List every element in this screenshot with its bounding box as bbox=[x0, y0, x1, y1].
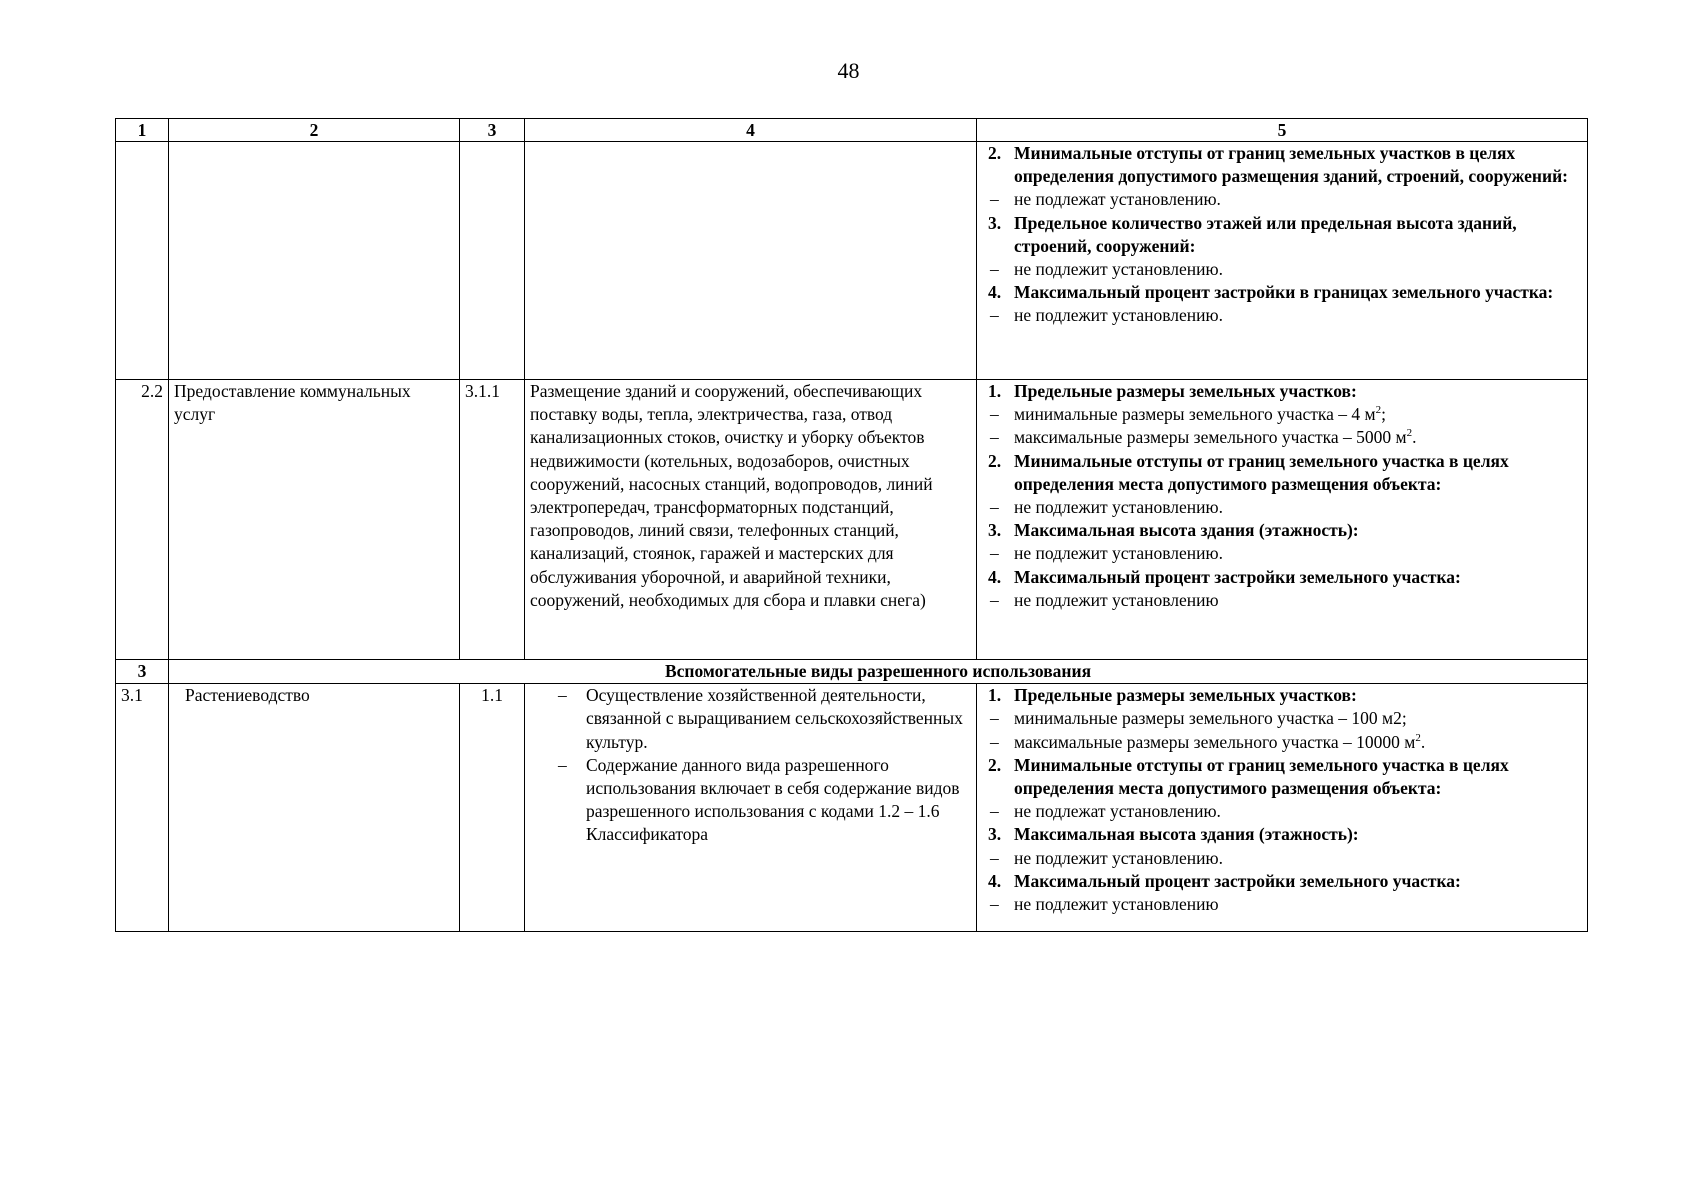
item-text: не подлежит установлению. bbox=[1014, 497, 1223, 518]
use-type-name: Предоставление коммунальных услуг bbox=[169, 380, 460, 660]
header-col-2: 2 bbox=[169, 119, 460, 142]
section-row bbox=[116, 660, 1588, 684]
list-item bbox=[982, 426, 1582, 449]
use-description: Размещение зданий и сооружений, обеспечивающих поставку воды, тепла, электричества, газа, отвод канализационных стоков, очистку и уборку объектов недвижимости (котельных, водозаборов, очистных сооружений, насосных станций, водопроводов, линий электропередач, трансформаторных подстанций, газопроводов, линий связи, телефонных станций, канализаций, стоянок, гаражей и мастерских для обслуживания уборочной, и аварийной техники, сооружений, необходимых для сбора и плавки снега) bbox=[525, 380, 977, 660]
item-marker: – bbox=[558, 685, 567, 706]
item-text-main: минимальные размеры земельного участка – 4 м bbox=[1014, 404, 1376, 425]
use-description bbox=[525, 684, 977, 932]
item-marker: 1. bbox=[988, 685, 1002, 706]
row-number: 3.1 bbox=[116, 684, 169, 932]
item-text: не подлежит установлению. bbox=[1014, 847, 1223, 868]
list-item bbox=[982, 258, 1582, 281]
item-text: не подлежит установлению. bbox=[1014, 305, 1223, 326]
item-marker: 4. bbox=[988, 870, 1002, 891]
item-text: Максимальная высота здания (этажность): bbox=[1014, 520, 1359, 541]
item-marker: – bbox=[990, 427, 999, 448]
list-item bbox=[982, 519, 1582, 542]
item-text-main: максимальные размеры земельного участка – 10000 м bbox=[1014, 731, 1416, 752]
row-number: 2.2 bbox=[116, 380, 169, 660]
item-text: минимальные размеры земельного участка – 100 м2; bbox=[1014, 708, 1407, 729]
list-item bbox=[982, 281, 1582, 304]
cell-empty bbox=[525, 142, 977, 380]
item-marker: – bbox=[990, 497, 999, 518]
list-item bbox=[982, 450, 1582, 496]
item-text: Максимальная высота здания (этажность): bbox=[1014, 824, 1359, 845]
item-marker: – bbox=[558, 754, 567, 775]
table-row-3-1 bbox=[116, 684, 1588, 932]
description-list bbox=[530, 684, 971, 846]
item-text-tail: . bbox=[1420, 731, 1426, 752]
item-text: не подлежит установлению bbox=[1014, 589, 1219, 610]
list-item bbox=[982, 707, 1582, 730]
cell-empty bbox=[116, 142, 169, 380]
item-text: Предельные размеры земельных участков: bbox=[1014, 381, 1357, 401]
list-item bbox=[982, 684, 1582, 707]
list-item bbox=[982, 142, 1582, 188]
superscript: 2 bbox=[1375, 404, 1382, 417]
parameters-cell bbox=[977, 684, 1588, 932]
list-item bbox=[982, 754, 1582, 800]
item-marker: 4. bbox=[988, 282, 1002, 303]
cell-empty bbox=[169, 142, 460, 380]
item-text: Минимальные отступы от границ земельного участка в целях определения места допустимого размещения объекта: bbox=[1014, 450, 1509, 494]
list-item bbox=[982, 800, 1582, 823]
item-text: не подлежит установлению. bbox=[1014, 259, 1223, 280]
parameters-cell bbox=[977, 380, 1588, 660]
item-marker: – bbox=[990, 259, 999, 280]
parameters-cell bbox=[977, 142, 1588, 380]
item-text: Минимальные отступы от границ земельного участка в целях определения места допустимого размещения объекта: bbox=[1014, 754, 1509, 799]
item-text bbox=[1014, 403, 1582, 426]
list-item bbox=[982, 566, 1582, 589]
item-marker: 3. bbox=[988, 212, 1002, 233]
item-marker: 2. bbox=[988, 143, 1002, 163]
item-text: Максимальный процент застройки земельного участка: bbox=[1014, 870, 1461, 891]
item-text-tail: . bbox=[1412, 427, 1417, 448]
item-text: не подлежат установлению. bbox=[1014, 801, 1221, 822]
item-marker: 1. bbox=[988, 381, 1002, 401]
item-marker: – bbox=[990, 801, 999, 822]
item-text-tail: ; bbox=[1381, 404, 1386, 425]
item-text: Осуществление хозяйственной деятельности, связанной с выращиванием сельскохозяйственных культур. bbox=[586, 685, 963, 752]
list-item bbox=[982, 304, 1582, 327]
list-item bbox=[982, 823, 1582, 846]
header-col-1: 1 bbox=[116, 119, 169, 142]
item-marker: – bbox=[990, 189, 999, 210]
item-marker: – bbox=[990, 894, 999, 915]
header-row bbox=[116, 119, 1588, 142]
land-use-table bbox=[115, 118, 1588, 932]
item-marker: – bbox=[990, 731, 999, 752]
list-item bbox=[982, 496, 1582, 519]
section-number: 3 bbox=[116, 660, 169, 684]
list-item bbox=[982, 847, 1582, 870]
list-item bbox=[982, 589, 1582, 612]
list-item bbox=[552, 754, 971, 847]
header-col-4: 4 bbox=[525, 119, 977, 142]
item-text: Предельные размеры земельных участков: bbox=[1014, 685, 1357, 706]
item-text bbox=[1014, 426, 1582, 449]
item-marker: 3. bbox=[988, 824, 1002, 845]
table-row-continuation bbox=[116, 142, 1588, 380]
item-text-main: максимальные размеры земельного участка – 5000 м bbox=[1014, 427, 1407, 448]
header-col-5: 5 bbox=[977, 119, 1588, 142]
item-marker: – bbox=[990, 847, 999, 868]
item-text: Максимальный процент застройки в границах земельного участка: bbox=[1014, 282, 1554, 303]
item-marker: 2. bbox=[988, 450, 1002, 471]
list-item bbox=[982, 403, 1582, 426]
item-text bbox=[1014, 731, 1582, 754]
item-marker: – bbox=[990, 305, 999, 326]
item-text: не подлежит установлению. bbox=[1014, 543, 1223, 564]
item-text: не подлежат установлению. bbox=[1014, 189, 1221, 210]
superscript: 2 bbox=[1406, 427, 1413, 440]
item-marker: – bbox=[990, 589, 999, 610]
classifier-code: 3.1.1 bbox=[460, 380, 525, 660]
list-item bbox=[982, 893, 1582, 916]
item-text: не подлежит установлению bbox=[1014, 894, 1219, 915]
item-text: Предельное количество этажей или предельная высота зданий, строений, сооружений: bbox=[1014, 212, 1517, 256]
item-marker: – bbox=[990, 543, 999, 564]
item-text: Максимальный процент застройки земельного участка: bbox=[1014, 566, 1461, 587]
item-marker: 4. bbox=[988, 566, 1002, 587]
page-number: 48 bbox=[837, 58, 860, 83]
item-marker: 3. bbox=[988, 520, 1002, 541]
classifier-code: 1.1 bbox=[460, 684, 525, 932]
list-item bbox=[982, 870, 1582, 893]
item-marker: – bbox=[990, 708, 999, 729]
list-item bbox=[982, 188, 1582, 211]
list-item bbox=[982, 731, 1582, 754]
item-text: Содержание данного вида разрешенного использования включает в себя содержание видов разрешенного использования с кодами 1.2 – 1.6 Классификатора bbox=[586, 754, 960, 845]
superscript: 2 bbox=[1415, 731, 1421, 744]
list-item bbox=[552, 684, 971, 754]
list-item bbox=[982, 380, 1582, 403]
list-item bbox=[982, 212, 1582, 258]
cell-empty bbox=[460, 142, 525, 380]
table-row-2-2 bbox=[116, 380, 1588, 660]
header-col-3: 3 bbox=[460, 119, 525, 142]
use-type-name: Растениеводство bbox=[169, 684, 460, 932]
item-text: Минимальные отступы от границ земельных участков в целях определения допустимого размещения зданий, строений, сооружений: bbox=[1014, 143, 1568, 187]
list-item bbox=[982, 542, 1582, 565]
item-marker: 2. bbox=[988, 754, 1002, 775]
item-marker: – bbox=[990, 404, 999, 425]
section-title: Вспомогательные виды разрешенного использования bbox=[169, 660, 1588, 684]
